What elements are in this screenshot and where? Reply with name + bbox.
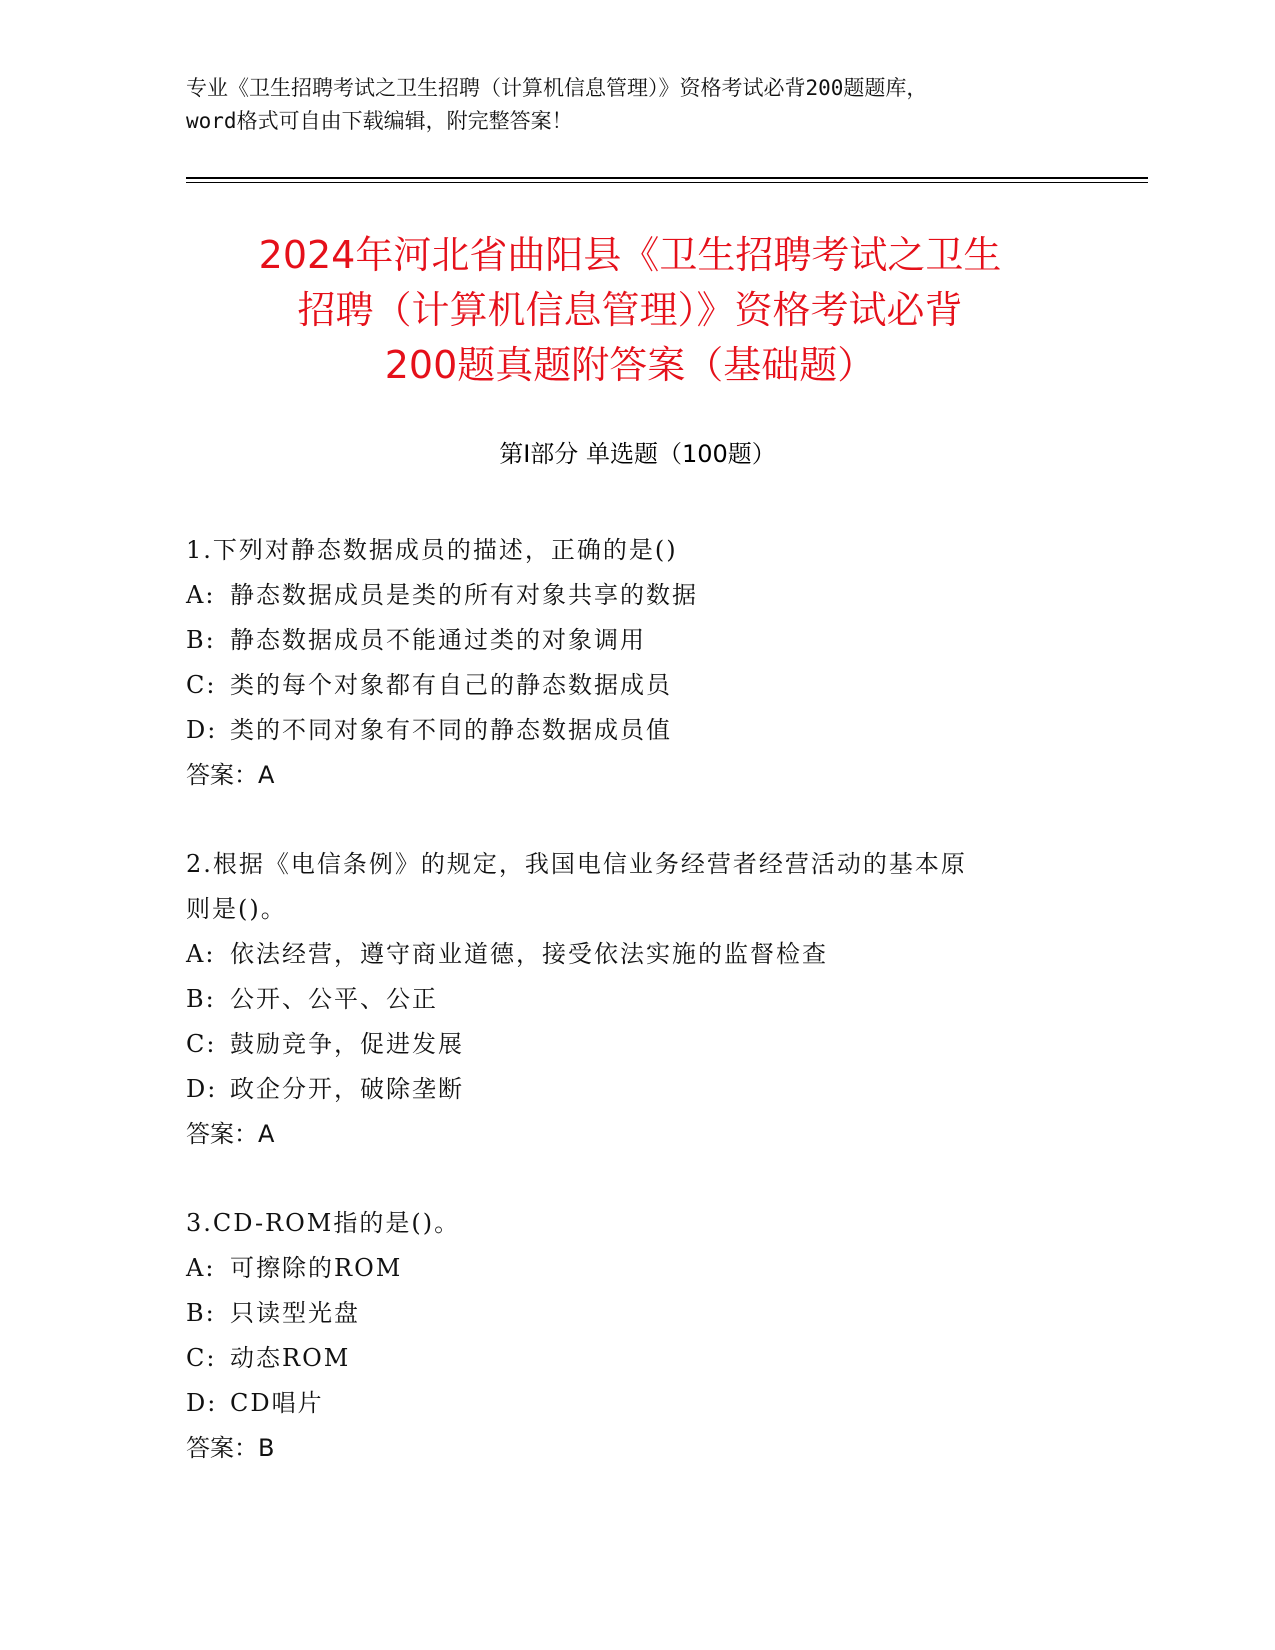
- document-header: [186, 72, 1106, 138]
- option-letter: A:: [186, 1254, 216, 1282]
- question-stem: 1.下列对静态数据成员的描述，正确的是(): [186, 536, 678, 564]
- option-text: 静态数据成员不能通过类的对象调用: [230, 626, 646, 654]
- question-item: [186, 842, 1086, 1157]
- question-stem-continued: 则是()。: [186, 895, 287, 923]
- option-text: 只读型光盘: [230, 1299, 360, 1327]
- option-letter: C:: [186, 671, 217, 699]
- option-letter: D:: [186, 1389, 218, 1417]
- option-text: 公开、公平、公正: [230, 985, 438, 1013]
- option-d: [186, 1381, 1086, 1426]
- option-text: 鼓励竞争，促进发展: [230, 1030, 464, 1058]
- option-letter: B:: [186, 1299, 216, 1327]
- option-letter: B:: [186, 626, 216, 654]
- question-stem: 3.CD-ROM指的是()。: [186, 1209, 461, 1237]
- option-b: [186, 977, 1086, 1022]
- title-line-3: 200题真题附答案（基础题）: [384, 343, 876, 387]
- option-text: 类的每个对象都有自己的静态数据成员: [230, 671, 672, 699]
- question-list: [186, 528, 1086, 1515]
- option-text: 可擦除的ROM: [230, 1254, 403, 1282]
- option-a: [186, 932, 1086, 977]
- option-text: 类的不同对象有不同的静态数据成员值: [230, 716, 672, 744]
- option-text: 动态ROM: [230, 1344, 351, 1372]
- question-item: [186, 1201, 1086, 1471]
- option-b: [186, 618, 1086, 663]
- option-letter: D:: [186, 1075, 218, 1103]
- header-line-2: word格式可自由下载编辑，附完整答案！: [186, 109, 573, 133]
- option-letter: C:: [186, 1030, 217, 1058]
- title-line-1: 2024年河北省曲阳县《卫生招聘考试之卫生: [258, 233, 1002, 277]
- answer-line: 答案：A: [186, 1120, 275, 1148]
- option-text: 静态数据成员是类的所有对象共享的数据: [230, 581, 698, 609]
- header-divider-thick: [186, 177, 1148, 179]
- option-text: CD唱片: [230, 1389, 324, 1417]
- title-line-2: 招聘（计算机信息管理）》资格考试必背: [297, 288, 963, 332]
- document-title: [160, 228, 1100, 393]
- option-d: [186, 708, 1086, 753]
- option-letter: B:: [186, 985, 216, 1013]
- answer-line: 答案：B: [186, 1434, 275, 1462]
- header-line-1: 专业《卫生招聘考试之卫生招聘（计算机信息管理）》资格考试必背200题题库，: [186, 76, 928, 100]
- answer-line: 答案：A: [186, 761, 275, 789]
- header-divider-thin: [186, 182, 1148, 183]
- question-stem: 2.根据《电信条例》的规定，我国电信业务经营者经营活动的基本原: [186, 850, 967, 878]
- option-letter: A:: [186, 581, 216, 609]
- option-a: [186, 1246, 1086, 1291]
- option-text: 依法经营，遵守商业道德，接受依法实施的监督检查: [230, 940, 828, 968]
- option-letter: C:: [186, 1344, 217, 1372]
- option-letter: A:: [186, 940, 216, 968]
- option-b: [186, 1291, 1086, 1336]
- option-c: [186, 1336, 1086, 1381]
- option-c: [186, 1022, 1086, 1067]
- option-letter: D:: [186, 716, 218, 744]
- section-title: 第Ⅰ部分 单选题（100题）: [499, 440, 776, 468]
- option-d: [186, 1067, 1086, 1112]
- question-item: [186, 528, 1086, 798]
- option-c: [186, 663, 1086, 708]
- option-a: [186, 573, 1086, 618]
- option-text: 政企分开，破除垄断: [230, 1075, 464, 1103]
